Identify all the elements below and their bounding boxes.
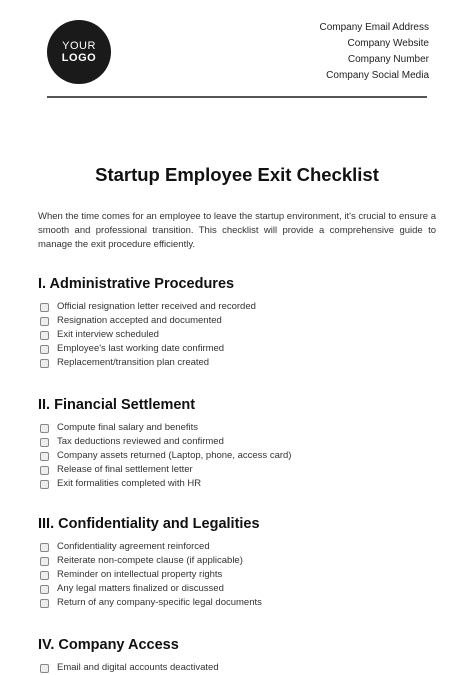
checkbox[interactable] (40, 543, 49, 552)
checklist-item-label: Reminder on intellectual property rights (57, 569, 223, 580)
checklist-item-label: Email and digital accounts deactivated (57, 662, 219, 673)
header-divider (47, 96, 427, 98)
checklist-item-label: Employee's last working date confirmed (57, 343, 225, 354)
checklist-item-label: Exit interview scheduled (57, 329, 159, 340)
checklist (38, 661, 438, 675)
checklist-item-label: Tax deductions reviewed and confirmed (57, 436, 224, 447)
company-contact-block (320, 20, 430, 84)
document-title: Startup Employee Exit Checklist (95, 164, 379, 185)
checklist-item (38, 300, 438, 314)
checkbox[interactable] (40, 345, 49, 354)
checkbox[interactable] (40, 664, 49, 673)
checklist-item-label: Compute final salary and benefits (57, 422, 198, 433)
checklist-item (38, 540, 438, 554)
intro-paragraph: When the time comes for an employee to leave the startup environment, it's crucial to ensure a smooth and professional transition. This checklist will provide a comprehensive guide to manage the exit procedure efficiently. (38, 211, 436, 250)
section-confidentiality-and-legalities (38, 515, 438, 610)
checklist-item (38, 463, 438, 477)
checklist-item (38, 435, 438, 449)
checklist-item (38, 421, 438, 435)
checkbox[interactable] (40, 438, 49, 447)
checklist-item-label: Official resignation letter received and recorded (57, 301, 256, 312)
checklist-item-label: Exit formalities completed with HR (57, 478, 202, 489)
checklist (38, 300, 438, 370)
section-heading: IV. Company Access (38, 637, 179, 653)
checkbox[interactable] (40, 452, 49, 461)
section-heading: III. Confidentiality and Legalities (38, 516, 260, 532)
checkbox[interactable] (40, 466, 49, 475)
checkbox[interactable] (40, 480, 49, 489)
company-number: Company Number (347, 54, 429, 65)
checkbox[interactable] (40, 424, 49, 433)
checklist-item-label: Any legal matters finalized or discussed (57, 583, 224, 594)
checkbox[interactable] (40, 331, 49, 340)
checkbox[interactable] (40, 317, 49, 326)
checklist-item-label: Release of final settlement letter (57, 464, 193, 475)
checklist-item (38, 342, 438, 356)
checklist-item (38, 477, 438, 491)
checklist (38, 421, 438, 491)
checklist-item-label: Replacement/transition plan created (57, 357, 210, 368)
checklist-item-label: Confidentiality agreement reinforced (57, 541, 210, 552)
checkbox[interactable] (40, 557, 49, 566)
section-administrative-procedures (38, 275, 438, 370)
company-logo (47, 20, 111, 84)
checkbox[interactable] (40, 585, 49, 594)
checklist-item (38, 449, 438, 463)
section-financial-settlement (38, 396, 438, 491)
checklist-item (38, 356, 438, 370)
checkbox[interactable] (40, 571, 49, 580)
checklist-item-label: Company assets returned (Laptop, phone, access card) (57, 450, 292, 461)
checklist-item-label: Return of any company-specific legal documents (57, 597, 262, 608)
section-company-access (38, 636, 438, 675)
checkbox[interactable] (40, 359, 49, 368)
checklist-item (38, 661, 438, 675)
checklist-item (38, 582, 438, 596)
checklist-item (38, 328, 438, 342)
checklist (38, 540, 438, 610)
checklist-item (38, 568, 438, 582)
company-website: Company Website (347, 38, 429, 49)
checklist-item (38, 314, 438, 328)
logo-text-line2: LOGO (61, 52, 97, 64)
checklist-item (38, 596, 438, 610)
checkbox[interactable] (40, 599, 49, 608)
company-email: Company Email Address (319, 22, 429, 33)
company-social-media: Company Social Media (326, 70, 429, 81)
checklist-item-label: Resignation accepted and documented (57, 315, 222, 326)
section-heading: II. Financial Settlement (38, 397, 196, 413)
checkbox[interactable] (40, 303, 49, 312)
checklist-item-label: Reiterate non-compete clause (if applicable) (57, 555, 243, 566)
checklist-item (38, 554, 438, 568)
section-heading: I. Administrative Procedures (38, 276, 235, 292)
logo-text-line1: YOUR (62, 40, 96, 52)
